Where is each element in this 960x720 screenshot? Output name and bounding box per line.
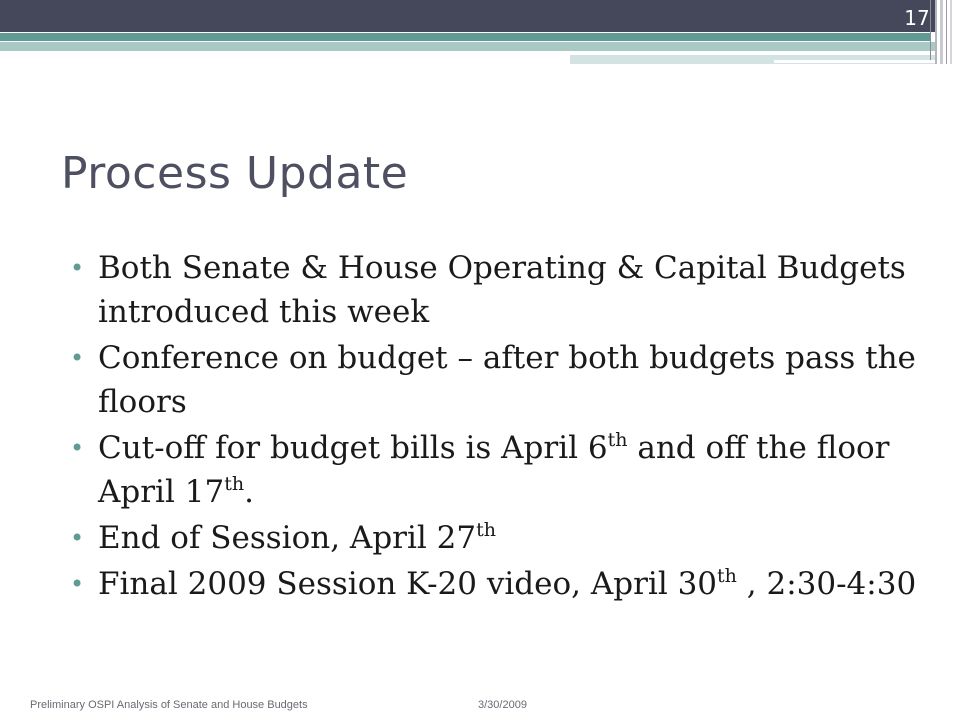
bullet-dot-icon: • (70, 254, 85, 282)
bullet-item (70, 336, 920, 424)
slide-number: 17 (904, 6, 930, 30)
ordinal-suffix: th (476, 519, 496, 541)
bullet-dot-icon: • (70, 570, 85, 598)
bullet-dot-icon: • (70, 344, 85, 372)
footer-text: Preliminary OSPI Analysis of Senate and House Budgets (30, 699, 308, 711)
footer-date: 3/30/2009 (478, 699, 527, 711)
bullet-text: . (244, 474, 254, 510)
bullet-list (70, 246, 920, 608)
top-band-dark (0, 0, 936, 32)
edge-stripe (940, 0, 943, 64)
ordinal-suffix: th (717, 565, 737, 587)
bullet-text: and off the floor April 17 (98, 430, 890, 510)
slide-title: Process Update (61, 148, 409, 199)
top-band-divider (570, 51, 890, 53)
bullet-text: Both Senate & House Operating & Capital Budgets introduced this week (98, 250, 906, 330)
bullet-item (70, 516, 920, 560)
bullet-dot-icon: • (70, 524, 85, 552)
bullet-item (70, 562, 920, 606)
top-band-teal (0, 33, 930, 41)
bullet-text: Conference on budget – after both budgets pass the floors (98, 340, 916, 420)
edge-stripe (946, 0, 947, 64)
bullet-text: End of Session, April 27 (98, 520, 477, 556)
bullet-dot-icon: • (70, 434, 85, 462)
ordinal-suffix: th (224, 473, 245, 495)
bullet-item (70, 246, 920, 334)
top-band-light (0, 42, 936, 51)
edge-stripe (935, 0, 937, 64)
ordinal-suffix: th (607, 429, 628, 451)
bullet-text: Cut-off for budget bills is April 6 (98, 430, 608, 466)
edge-stripe (950, 0, 952, 64)
bullet-item (70, 426, 920, 514)
bullet-text: , 2:30-4:30 (736, 566, 917, 602)
top-band-lower-divider (774, 60, 936, 63)
bullet-text: Final 2009 Session K-20 video, April 30 (98, 566, 718, 602)
